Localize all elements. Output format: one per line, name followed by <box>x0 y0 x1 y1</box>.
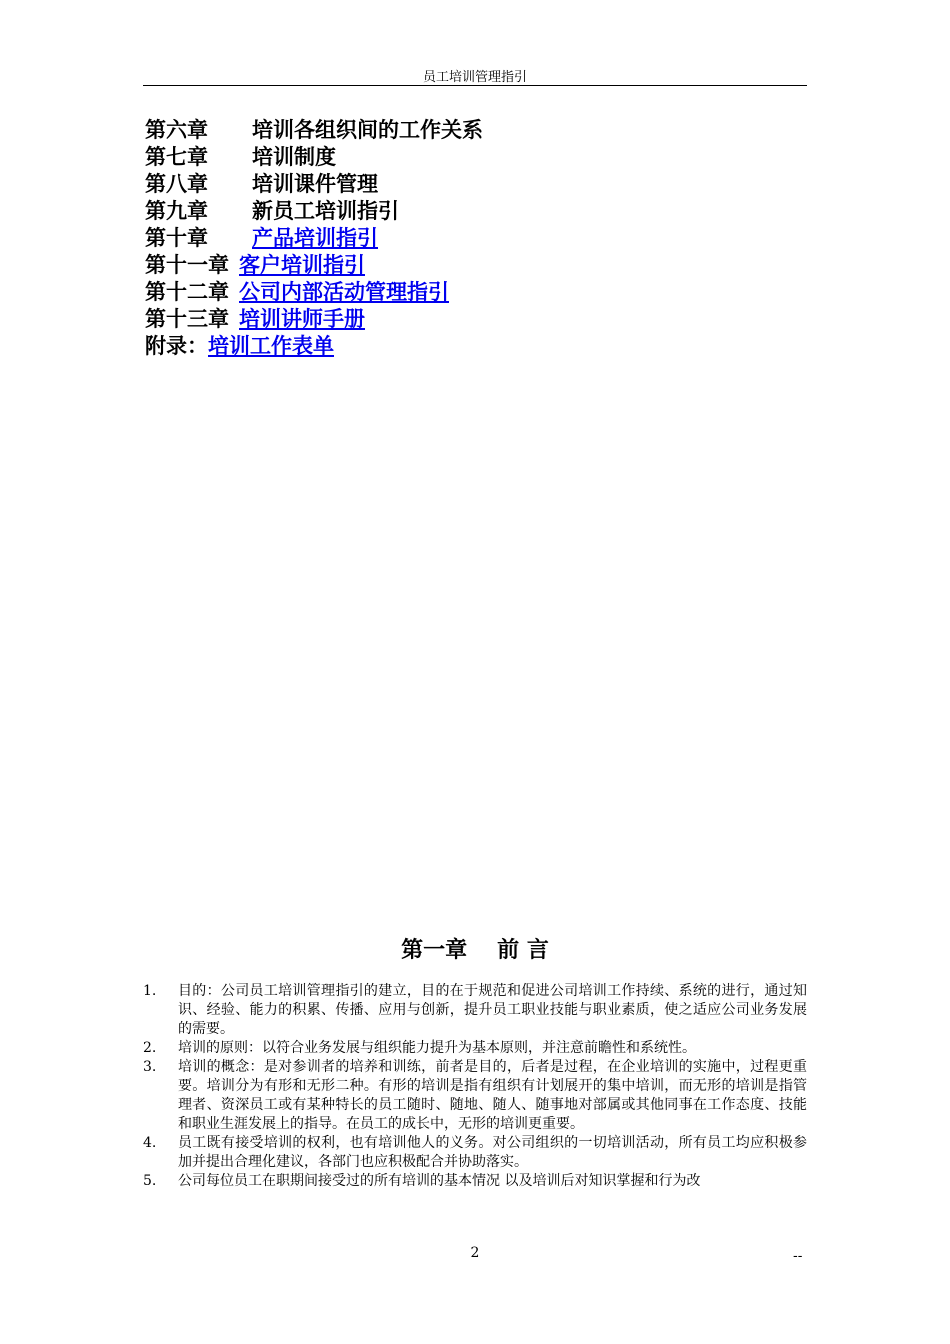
list-item-number: 4. <box>143 1135 157 1151</box>
toc-chapter-label: 第九章 <box>145 199 208 223</box>
list-item-number: 2. <box>143 1040 157 1056</box>
list-item-number: 5. <box>143 1173 157 1189</box>
toc-row <box>145 279 805 306</box>
chapter-heading-title: 前 言 <box>497 938 549 963</box>
toc-chapter-label: 第六章 <box>145 118 208 142</box>
list-item-number: 1. <box>143 983 157 999</box>
list-item-text: 公司每位员工在职期间接受过的所有培训的基本情况 以及培训后对知识掌握和行为改 <box>178 1173 701 1189</box>
list-item-text: 员工既有接受培训的权利，也有培训他人的义务。对公司组织的一切培训活动，所有员工均应积极参加并提出合理化建议，各部门也应积极配合并协助落实。 <box>178 1135 807 1170</box>
toc-chapter-label: 第十章 <box>145 226 208 250</box>
list-item <box>143 1058 807 1134</box>
toc-row <box>145 252 805 279</box>
toc-row <box>145 171 805 198</box>
toc-row <box>145 306 805 333</box>
toc-title: 培训课件管理 <box>252 172 378 196</box>
toc-title: 培训制度 <box>252 145 336 169</box>
list-item-text: 培训的原则：以符合业务发展与组织能力提升为基本原则，并注意前瞻性和系统性。 <box>178 1040 696 1056</box>
footer-mark: -- <box>793 1249 803 1264</box>
list-item <box>143 1134 807 1172</box>
toc-row <box>145 225 805 252</box>
toc-title: 培训各组织间的工作关系 <box>252 118 483 142</box>
toc-chapter-label: 第八章 <box>145 172 208 196</box>
page-number: 2 <box>470 1245 480 1261</box>
table-of-contents <box>145 117 805 360</box>
list-item-number: 3. <box>143 1059 157 1075</box>
list-item-text: 培训的概念：是对参训者的培养和训练，前者是目的，后者是过程，在企业培训的实施中，过程更重要。培训分为有形和无形二种。有形的培训是指有组织有计划展开的集中培训，而无形的培训是指管理者、资深员工或有某种特长的员工随时、随地、随人、随事地对部属或其他同事在工作态度、技能和职业生涯发展上的指导。在员工的成长中，无形的培训更重要。 <box>178 1059 807 1132</box>
toc-link-trainer-handbook[interactable]: 培训讲师手册 <box>239 307 365 331</box>
toc-row <box>145 198 805 225</box>
chapter-heading-number: 第一章 <box>401 938 468 963</box>
toc-row <box>145 333 805 360</box>
toc-link-product-training[interactable]: 产品培训指引 <box>252 226 378 250</box>
list-item <box>143 1172 807 1191</box>
toc-row <box>145 144 805 171</box>
list-item-text: 目的：公司员工培训管理指引的建立，目的在于规范和促进公司培训工作持续、系统的进行，通过知识、经验、能力的积累、传播、应用与创新，提升员工职业技能与职业素质，使之适应公司业务发展的需要。 <box>178 983 807 1037</box>
toc-link-training-forms[interactable]: 培训工作表单 <box>208 334 334 358</box>
toc-chapter-label: 第七章 <box>145 145 208 169</box>
toc-chapter-label: 第十三章 <box>145 307 229 331</box>
toc-chapter-label: 第十二章 <box>145 280 229 304</box>
toc-chapter-label: 第十一章 <box>145 253 229 277</box>
list-item <box>143 1039 807 1058</box>
toc-chapter-label: 附录： <box>145 334 208 358</box>
toc-title: 新员工培训指引 <box>252 199 399 223</box>
numbered-list <box>143 982 807 1191</box>
list-item <box>143 982 807 1039</box>
header-rule <box>143 85 807 86</box>
chapter-heading <box>0 933 950 964</box>
toc-link-customer-training[interactable]: 客户培训指引 <box>239 253 365 277</box>
toc-row <box>145 117 805 144</box>
running-header: 员工培训管理指引 <box>422 70 527 85</box>
toc-link-internal-activities[interactable]: 公司内部活动管理指引 <box>239 280 449 304</box>
